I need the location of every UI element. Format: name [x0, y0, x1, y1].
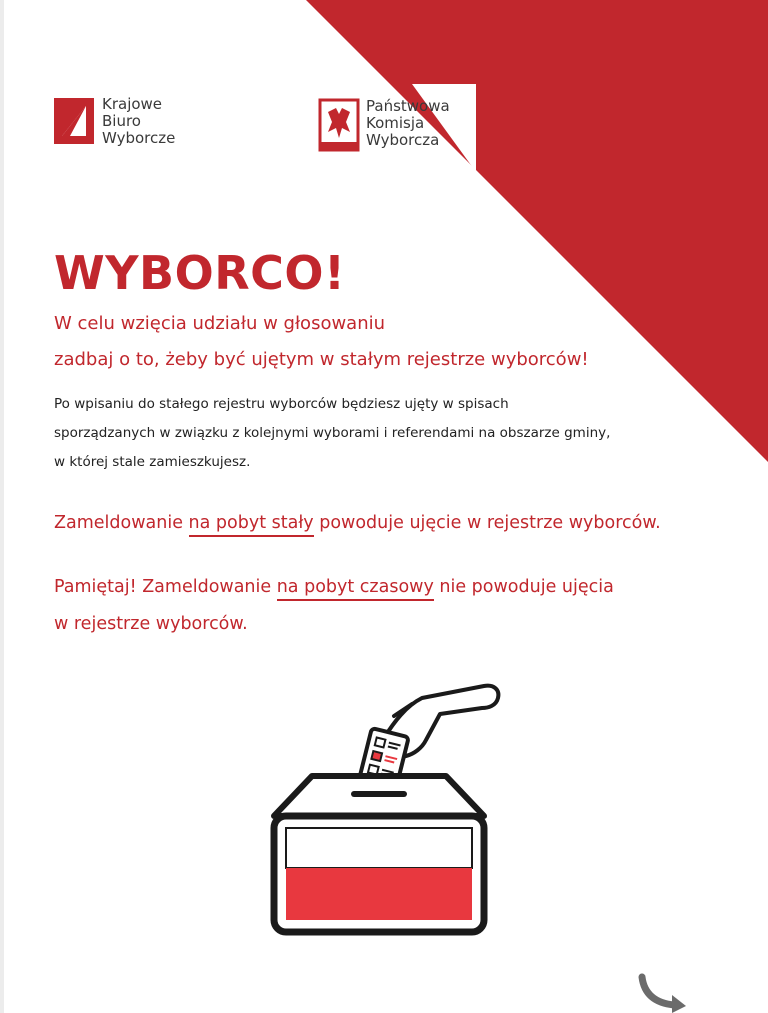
notice-temporary-residence-line-2: w rejestrze wyborców.: [54, 614, 248, 634]
kbw-logo: [52, 96, 175, 147]
pkw-line-3: Wyborcza: [366, 131, 440, 149]
notice2-before: Pamiętaj! Zameldowanie: [54, 577, 277, 597]
body-line-3: w której stale zamieszkujesz.: [54, 454, 251, 470]
body-line-1: Po wpisaniu do stałego rejestru wyborców będziesz ujęty w spisach: [54, 396, 509, 412]
pkw-eagle-logo-icon: [318, 98, 360, 152]
notice1-before: Zameldowanie: [54, 513, 189, 533]
notice1-underlined: na pobyt stały: [189, 513, 314, 537]
pkw-logo-text: [366, 98, 450, 149]
pkw-line-2: Komisja: [366, 114, 425, 132]
pkw-logo: [318, 98, 450, 152]
kbw-logo-text: [102, 96, 175, 147]
subheading-line-1: W celu wzięcia udziału w głosowaniu: [54, 313, 386, 334]
pkw-line-1: Państwowa: [366, 97, 450, 115]
body-paragraph: [54, 390, 714, 477]
kbw-line-1: Krajowe: [102, 95, 163, 113]
notice1-after: powoduje ujęcie w rejestrze wyborców.: [313, 513, 661, 533]
notice-temporary-residence: [54, 577, 614, 597]
curved-arrow-icon: [634, 973, 690, 1013]
kbw-square-logo-icon: [52, 96, 96, 146]
body-line-2: sporządzanych w związku z kolejnymi wyborami i referendami na obszarze gminy,: [54, 425, 611, 441]
kbw-line-2: Biuro: [102, 112, 141, 130]
subheading-line-2: zadbaj o to, żeby być ujętym w stałym rejestrze wyborców!: [54, 349, 589, 370]
notice2-after: nie powoduje ujęcia: [433, 577, 614, 597]
ballot-box-icon: [262, 676, 508, 940]
page-heading: WYBORCO!: [54, 246, 346, 300]
kbw-line-3: Wyborcze: [102, 129, 176, 147]
notice2-underlined: na pobyt czasowy: [277, 577, 434, 601]
notice-permanent-residence: [54, 513, 661, 533]
